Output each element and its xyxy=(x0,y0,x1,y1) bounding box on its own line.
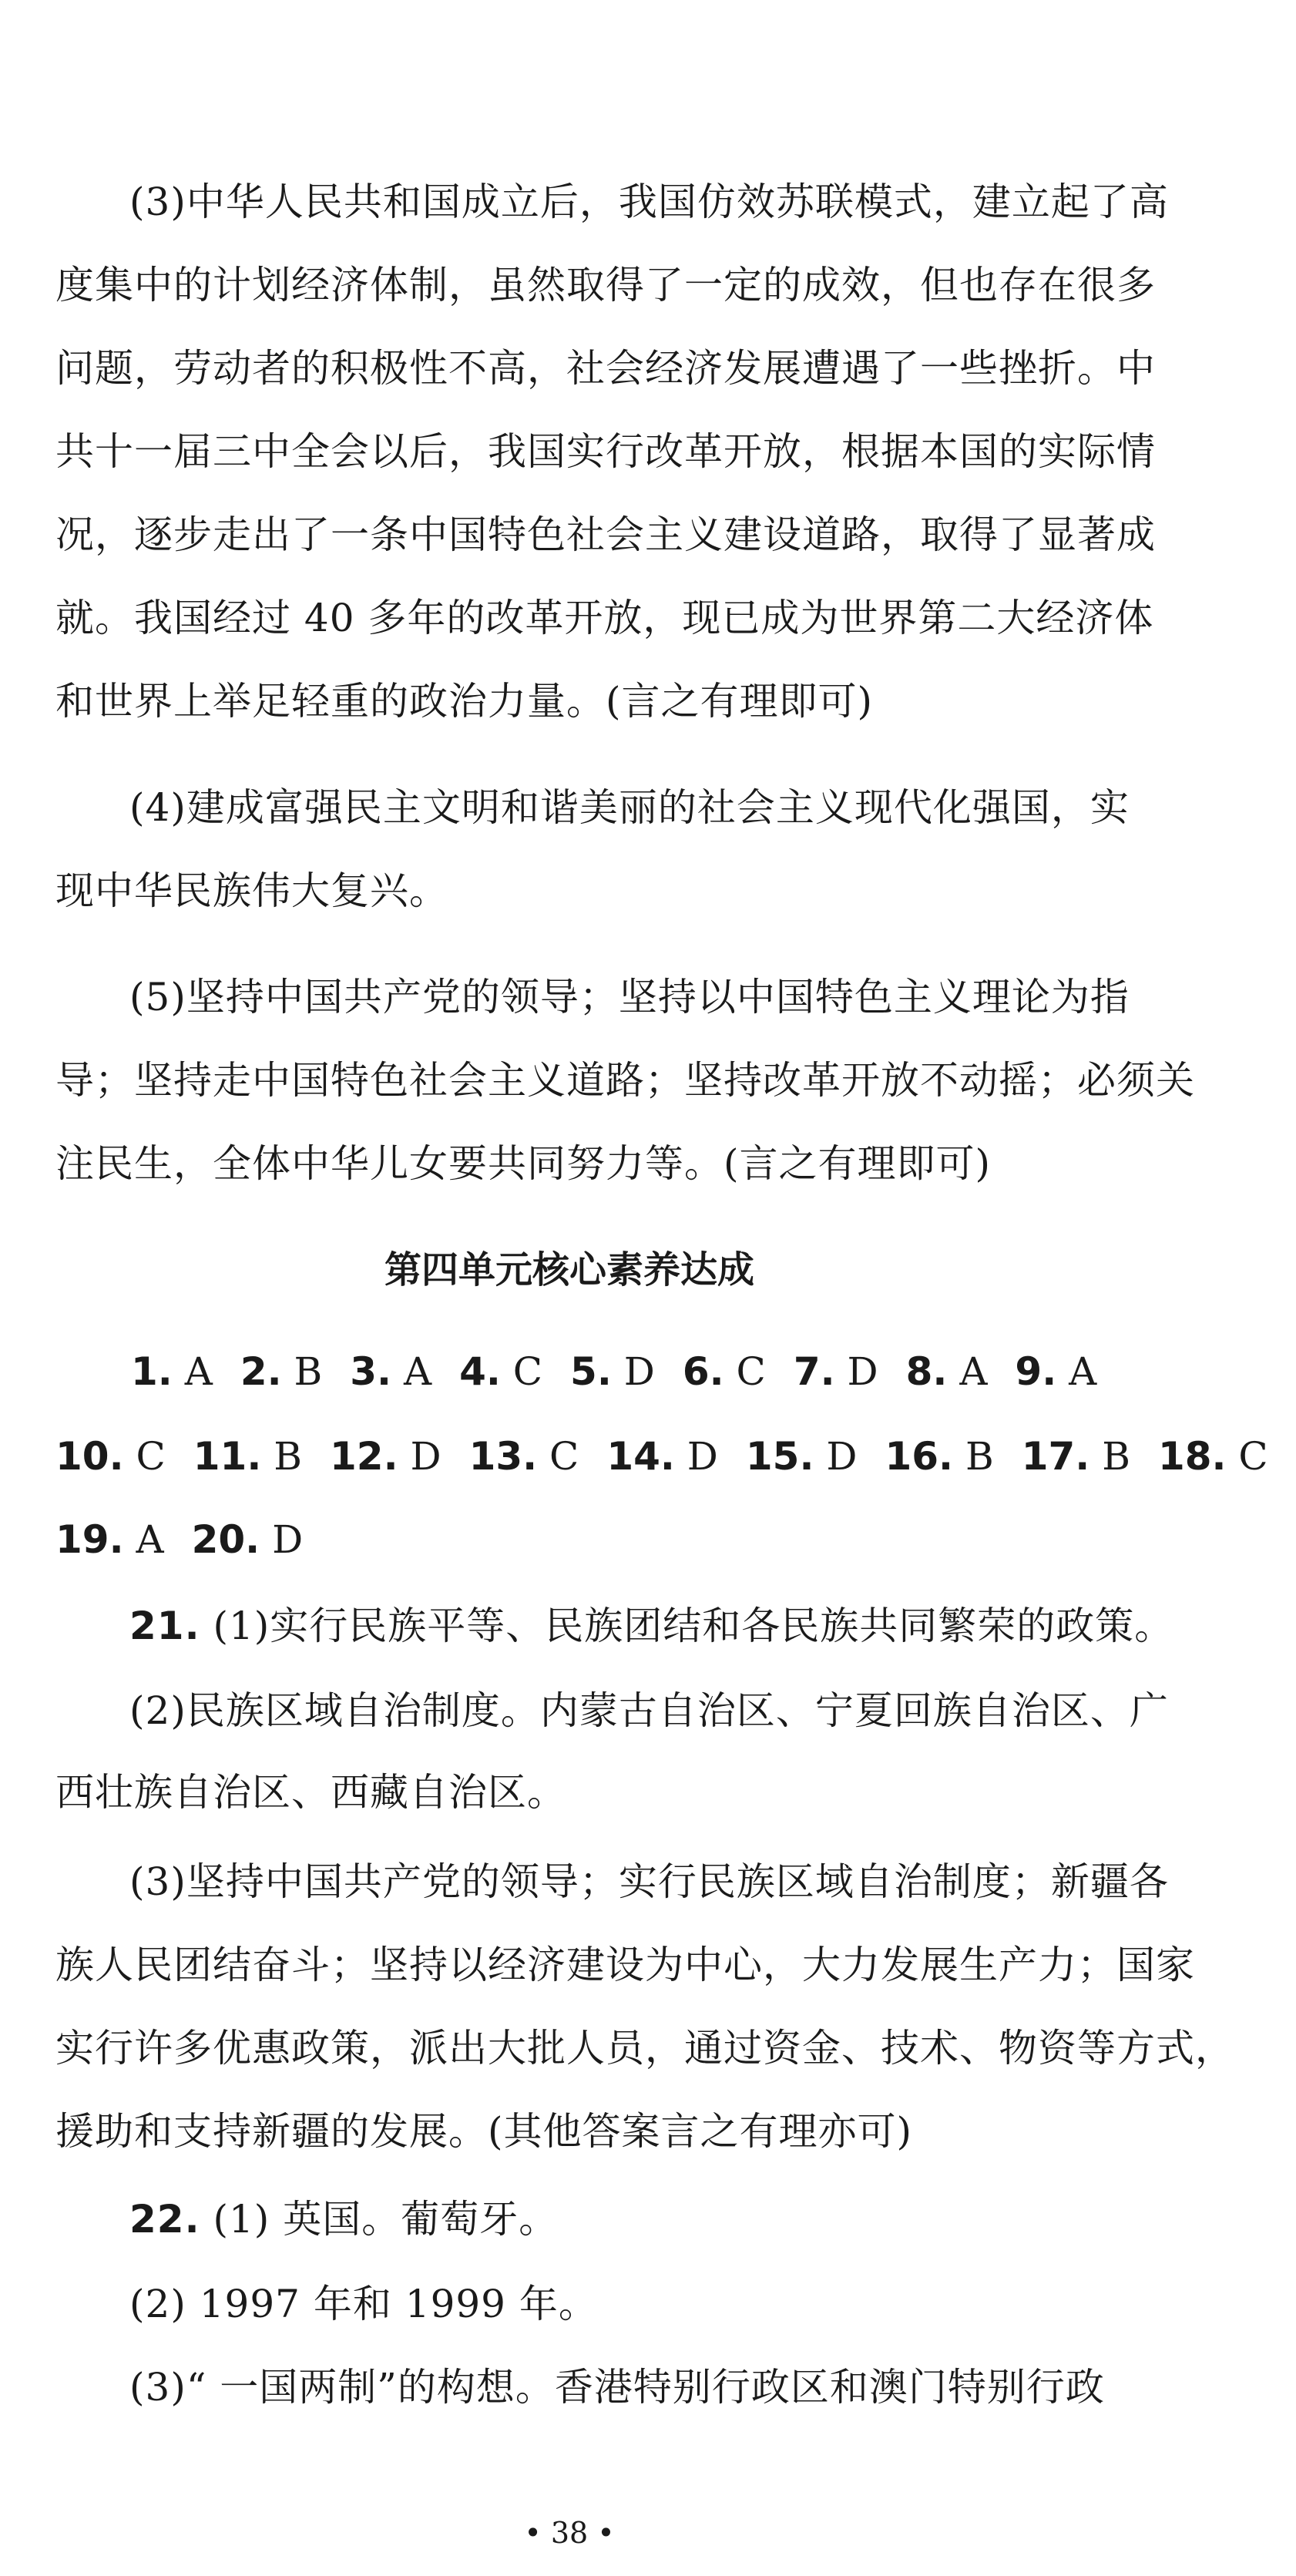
question-number: 10. xyxy=(55,1434,124,1479)
paragraph-line: (2)民族区域自治制度。内蒙古自治区、宁夏回族自治区、广 xyxy=(129,1688,1169,1733)
question-number: 21. xyxy=(129,1604,200,1648)
paragraph-line: 现中华民族伟大复兴。 xyxy=(55,868,448,913)
answer-letter: A xyxy=(403,1349,432,1394)
question-number: 5. xyxy=(570,1349,612,1394)
answer-letter: D xyxy=(410,1434,442,1479)
question-22-part-1 xyxy=(129,2196,1088,2242)
choice-answers-row xyxy=(55,1516,1088,1563)
answer-letter: A xyxy=(136,1517,164,1562)
question-number: 7. xyxy=(793,1349,835,1394)
choice-answer xyxy=(885,1433,993,1479)
paragraph-line: 援助和支持新疆的发展。(其他答案言之有理亦可) xyxy=(55,2109,913,2154)
choice-answer xyxy=(192,1516,304,1563)
choice-answer xyxy=(55,1516,164,1563)
answer-text: (1) 英国。葡萄牙。 xyxy=(213,2197,559,2242)
choice-answer xyxy=(1158,1433,1268,1479)
paragraph-line: 族人民团结奋斗；坚持以经济建设为中心，大力发展生产力；国家 xyxy=(55,1943,1195,1987)
question-number: 13. xyxy=(468,1434,538,1479)
question-number: 17. xyxy=(1021,1434,1090,1479)
choice-answer xyxy=(350,1348,431,1395)
paragraph-line: (2) 1997 年和 1999 年。 xyxy=(129,2282,598,2326)
unit-title: 第四单元核心素养达成 xyxy=(384,1248,754,1291)
paragraph-line: (3)“ 一国两制”的构想。香港特别行政区和澳门特别行政 xyxy=(129,2365,1105,2410)
choice-answer xyxy=(683,1348,766,1395)
choice-answer xyxy=(1022,1433,1130,1479)
question-number: 3. xyxy=(350,1349,392,1394)
answer-letter: B xyxy=(965,1434,994,1479)
answer-letter: A xyxy=(959,1349,988,1394)
choice-answer xyxy=(240,1348,322,1395)
answer-letter: D xyxy=(826,1434,858,1479)
paragraph-line: 和世界上举足轻重的政治力量。(言之有理即可) xyxy=(55,679,874,724)
answer-letter: A xyxy=(184,1349,213,1394)
choice-answer xyxy=(606,1433,718,1479)
paragraph-line: 度集中的计划经济体制，虽然取得了一定的成效，但也存在很多 xyxy=(55,263,1156,307)
paragraph-line: 就。我国经过 40 多年的改革开放，现已成为世界第二大经济体 xyxy=(55,596,1154,640)
choice-answer xyxy=(330,1433,442,1479)
choice-answer xyxy=(459,1348,542,1395)
paragraph-line: 注民生，全体中华儿女要共同努力等。(言之有理即可) xyxy=(55,1141,992,1186)
question-number: 14. xyxy=(606,1434,675,1479)
choice-answer xyxy=(131,1348,213,1395)
question-number: 22. xyxy=(129,2197,200,2242)
question-number: 12. xyxy=(329,1434,398,1479)
question-21-part-1 xyxy=(129,1603,1174,1649)
choice-answer xyxy=(746,1433,858,1479)
choice-answer xyxy=(906,1348,988,1395)
question-number: 6. xyxy=(682,1349,724,1394)
paragraph-line: 西壮族自治区、西藏自治区。 xyxy=(55,1770,566,1815)
paragraph-line: 导；坚持走中国特色社会主义道路；坚持改革开放不动摇；必须关 xyxy=(55,1058,1195,1103)
answer-letter: C xyxy=(136,1434,166,1479)
answer-letter: D xyxy=(687,1434,718,1479)
choice-answers-row xyxy=(131,1348,1163,1395)
question-number: 4. xyxy=(459,1349,501,1394)
question-number: 2. xyxy=(240,1349,282,1394)
choice-answer xyxy=(570,1348,655,1395)
paragraph-line: (3)坚持中国共产党的领导；实行民族区域自治制度；新疆各 xyxy=(129,1859,1169,1904)
question-number: 18. xyxy=(1157,1434,1227,1479)
answer-text: (1)实行民族平等、民族团结和各民族共同繁荣的政策。 xyxy=(213,1604,1174,1648)
question-number: 20. xyxy=(191,1517,260,1562)
question-number: 1. xyxy=(131,1349,173,1394)
answer-letter: A xyxy=(1069,1349,1097,1394)
paragraph-line: (4)建成富强民主文明和谐美丽的社会主义现代化强国，实 xyxy=(129,785,1130,830)
answer-letter: D xyxy=(623,1349,655,1394)
paragraph-line: 问题，劳动者的积极性不高，社会经济发展遭遇了一些挫折。中 xyxy=(55,346,1156,391)
answer-letter: C xyxy=(1238,1434,1268,1479)
paragraph-line: (3)中华人民共和国成立后，我国仿效苏联模式，建立起了高 xyxy=(129,180,1169,224)
answer-letter: C xyxy=(736,1349,766,1394)
answer-letter: D xyxy=(272,1517,304,1562)
answer-letter: C xyxy=(549,1434,579,1479)
answer-letter: B xyxy=(1102,1434,1130,1479)
question-number: 16. xyxy=(885,1434,954,1479)
question-number: 15. xyxy=(745,1434,814,1479)
paragraph-line: 况，逐步走出了一条中国特色社会主义建设道路，取得了显著成 xyxy=(55,512,1156,557)
answer-letter: C xyxy=(512,1349,543,1394)
answer-letter: B xyxy=(294,1349,323,1394)
choice-answer xyxy=(794,1348,878,1395)
choice-answer xyxy=(1015,1348,1096,1395)
question-number: 9. xyxy=(1015,1349,1057,1394)
question-number: 19. xyxy=(55,1517,124,1562)
choice-answer xyxy=(193,1433,302,1479)
question-number: 8. xyxy=(905,1349,948,1394)
question-number: 11. xyxy=(193,1434,262,1479)
answer-letter: D xyxy=(847,1349,878,1394)
paragraph-line: (5)坚持中国共产党的领导；坚持以中国特色主义理论为指 xyxy=(129,975,1130,1019)
paragraph-line: 实行许多优惠政策，派出大批人员，通过资金、技术、物资等方式， xyxy=(55,2026,1234,2071)
answer-letter: B xyxy=(274,1434,302,1479)
choice-answer xyxy=(469,1433,579,1479)
choice-answer xyxy=(55,1433,166,1479)
choice-answers-row xyxy=(55,1433,1268,1479)
page-number: • 38 • xyxy=(524,2516,615,2550)
paragraph-line: 共十一届三中全会以后，我国实行改革开放，根据本国的实际情 xyxy=(55,429,1156,474)
